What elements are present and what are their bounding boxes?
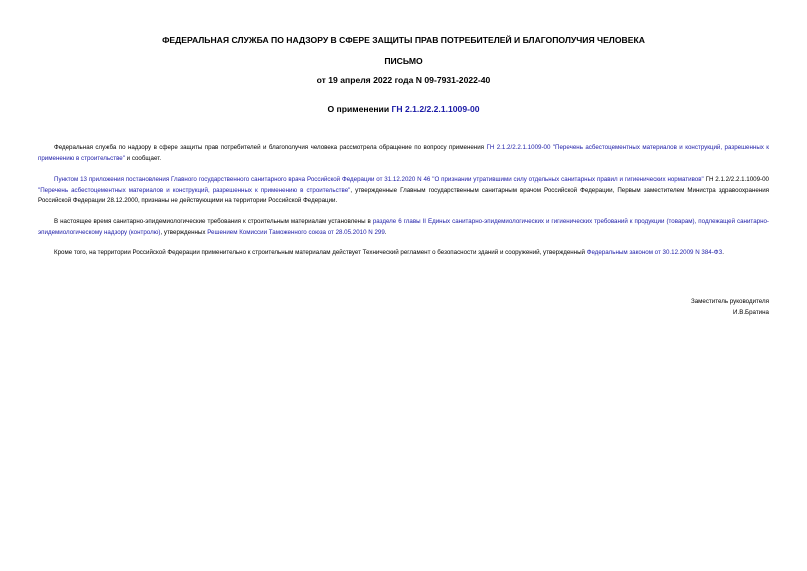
document-type: ПИСЬМО bbox=[384, 56, 423, 66]
paragraph-3-link-decision[interactable]: Решением Комиссии Таможенного союза от 28.05.2010 N 299 bbox=[207, 228, 385, 236]
paragraph-2 bbox=[38, 175, 769, 207]
paragraph-2-link-list[interactable]: "Перечень асбестоцементных материалов и конструкций, разрешенных к применению в строительстве" bbox=[38, 186, 351, 194]
signature-name: И.В.Братина bbox=[733, 308, 769, 316]
paragraph-3-text-3: . bbox=[384, 228, 387, 236]
paragraph-2-link-resolution[interactable]: Пунктом 13 приложения постановления Главного государственного санитарного врача Российской Федерации от 31.12.2020 N 46 "О признании утратившими силу отдельных санитарных правил и гигиенических нормативов" bbox=[54, 176, 704, 183]
document-date-number: от 19 апреля 2022 года N 09-7931-2022-40 bbox=[316, 75, 491, 85]
paragraph-2-text-2: , утвержденные Главным государственным санитарным врачом Российской Федерации, Первым заместителем Министра здравоохранения Российской Федерации 28.12.2000, признаны не действующими на территории Российской Федерации. bbox=[38, 186, 769, 205]
paragraph-1-text-1: Федеральная служба по надзору в сфере защиты прав потребителей и благополучия человека рассмотрела обращение по вопросу применения bbox=[54, 144, 487, 151]
paragraph-4-text-1: Кроме того, на территории Российской Федерации применительно к строительным материалам действует Технический регламент о безопасности зданий и сооружений, утвержденный bbox=[54, 249, 587, 256]
paragraph-4-text-2: . bbox=[722, 249, 724, 256]
signature-position: Заместитель руководителя bbox=[690, 298, 769, 305]
document-subject bbox=[0, 104, 807, 115]
paragraph-1-link-gn[interactable]: ГН 2.1.2/2.2.1.1009-00 "Перечень асбестоцементных материалов и конструкций, разрешенных к применению в строительстве" bbox=[38, 144, 769, 162]
paragraph-3 bbox=[38, 217, 769, 238]
signature-block bbox=[691, 297, 769, 318]
subject-prefix: О применении bbox=[327, 104, 392, 114]
agency-title: ФЕДЕРАЛЬНАЯ СЛУЖБА ПО НАДЗОРУ В СФЕРЕ ЗАЩИТЫ ПРАВ ПОТРЕБИТЕЛЕЙ И БЛАГОПОЛУЧИЯ ЧЕЛОВЕКА bbox=[162, 35, 645, 45]
paragraph-1 bbox=[38, 143, 769, 164]
subject-link[interactable]: ГН 2.1.2/2.2.1.1009-00 bbox=[391, 104, 480, 114]
paragraph-1-text-2: и сообщает. bbox=[124, 154, 162, 162]
paragraph-2-text-1: ГН 2.1.2/2.2.1.1009-00 bbox=[703, 176, 769, 183]
paragraph-3-link-section[interactable]: разделе 6 главы II Единых санитарно-эпидемиологических и гигиенических требований к продукции (товарам), подлежащей санитарно-эпидемиологическому надзору (контролю) bbox=[38, 218, 769, 236]
paragraph-4-link-law[interactable]: Федеральным законом от 30.12.2009 N 384-ФЗ bbox=[586, 249, 723, 256]
paragraph-3-text-2: , утвержденных bbox=[160, 228, 208, 236]
paragraph-4 bbox=[38, 248, 769, 259]
paragraph-3-text-1: В настоящее время санитарно-эпидемиологические требования к строительным материалам установлены в bbox=[54, 218, 373, 225]
